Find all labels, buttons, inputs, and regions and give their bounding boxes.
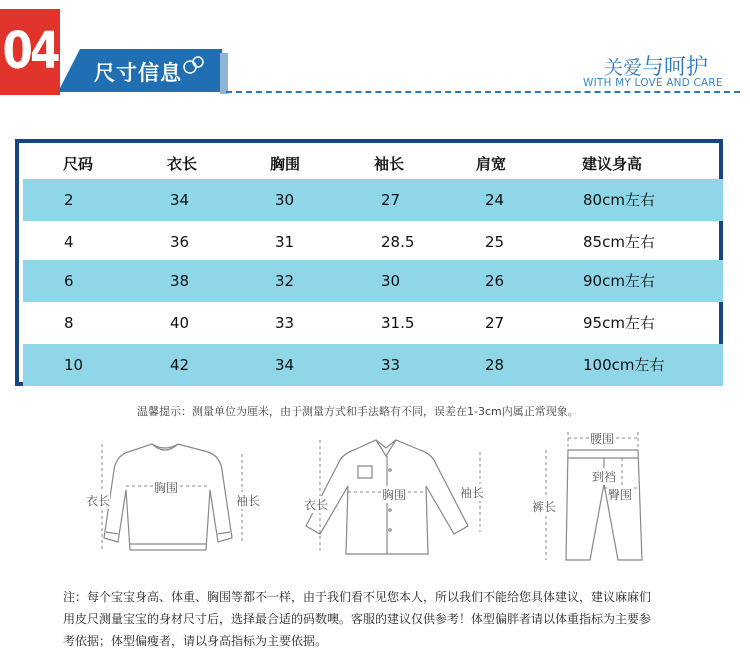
cell-chest: 34	[275, 356, 295, 374]
pants-hip-label: 臀围	[608, 488, 633, 502]
section-title: 尺寸信息	[94, 61, 182, 85]
shirt-chest-label: 胸围	[382, 488, 407, 502]
cell-size: 2	[64, 191, 74, 209]
cell-chest: 33	[275, 314, 295, 332]
slogan-cn-big: 与呵护	[642, 55, 709, 80]
cell-sleeve: 33	[381, 356, 401, 374]
cell-height: 85cm左右	[583, 233, 655, 251]
cell-height: 95cm左右	[583, 314, 655, 332]
cell-height: 100cm左右	[583, 356, 665, 374]
cell-sleeve: 28.5	[381, 233, 415, 251]
cell-height: 80cm左右	[583, 191, 655, 209]
pants-waist-label: 腰围	[590, 432, 615, 446]
table-row	[23, 302, 723, 344]
pants-length-label: 裤长	[532, 500, 557, 514]
table-row	[23, 179, 723, 221]
note-line: 考依据；体型偏瘦者，请以身高指标为主要依据。	[63, 634, 328, 648]
cell-height: 90cm左右	[583, 272, 655, 290]
cell-size: 10	[64, 356, 84, 374]
cell-chest: 31	[275, 233, 295, 251]
cell-length: 42	[170, 356, 190, 374]
cell-shoulder: 26	[485, 272, 505, 290]
cell-length: 40	[170, 314, 190, 332]
size-advice-note	[63, 586, 703, 652]
cell-sleeve: 31.5	[381, 314, 415, 332]
sweater-sleeve-label: 袖长	[236, 494, 261, 508]
sweater-chest-label: 胸围	[154, 481, 179, 495]
note-line: 用皮尺测量宝宝的身材尺寸后，选择最合适的码数噢。客服的建议仅供参考！体型偏胖者请以体重指标为主要参	[63, 612, 652, 626]
shirt-length-label: 衣长	[304, 498, 329, 512]
header-chest: 胸围	[270, 155, 301, 173]
pants-crotch-label: 到裆	[592, 470, 617, 484]
cell-size: 6	[64, 272, 74, 290]
pants-diagram	[528, 428, 658, 568]
cell-shoulder: 25	[485, 233, 505, 251]
table-row	[23, 260, 723, 302]
cell-sleeve: 30	[381, 272, 401, 290]
cell-shoulder: 24	[485, 191, 505, 209]
header-sleeve: 袖长	[374, 155, 405, 173]
cell-chest: 30	[275, 191, 295, 209]
cell-shoulder: 27	[485, 314, 505, 332]
cell-length: 38	[170, 272, 190, 290]
cell-length: 34	[170, 191, 190, 209]
cell-length: 36	[170, 233, 190, 251]
shirt-diagram	[302, 430, 492, 565]
measure-tip: 温馨提示：测量单位为厘米，由于测量方式和手法略有不同，误差在1-3cm内属正常现象。	[137, 405, 579, 418]
header-shoulder: 肩宽	[476, 155, 507, 173]
cell-shoulder: 28	[485, 356, 505, 374]
slogan-en: WITH MY LOVE AND CARE	[583, 77, 723, 89]
cell-size: 8	[64, 314, 74, 332]
cell-size: 4	[64, 233, 74, 251]
note-line: 注：每个宝宝身高、体重、胸围等都不一样，由于我们看不见您本人，所以我们不能给您具体建议，建议麻麻们	[63, 590, 652, 604]
header-banner-shadow	[220, 53, 228, 94]
sweater-diagram	[86, 430, 270, 565]
cell-chest: 32	[275, 272, 295, 290]
section-number: 04	[2, 22, 58, 81]
header-height: 建议身高	[582, 155, 643, 173]
size-table	[15, 139, 723, 386]
header-size: 尺码	[63, 155, 94, 173]
table-row	[23, 221, 723, 263]
cell-sleeve: 27	[381, 191, 401, 209]
rings-icon	[180, 54, 208, 76]
header-dashed-line	[226, 91, 740, 93]
header-length: 衣长	[167, 155, 198, 173]
shirt-sleeve-label: 袖长	[460, 486, 485, 500]
table-row	[23, 344, 723, 386]
slogan-cn-small: 关爱	[604, 57, 643, 79]
sweater-length-label: 衣长	[86, 494, 111, 508]
